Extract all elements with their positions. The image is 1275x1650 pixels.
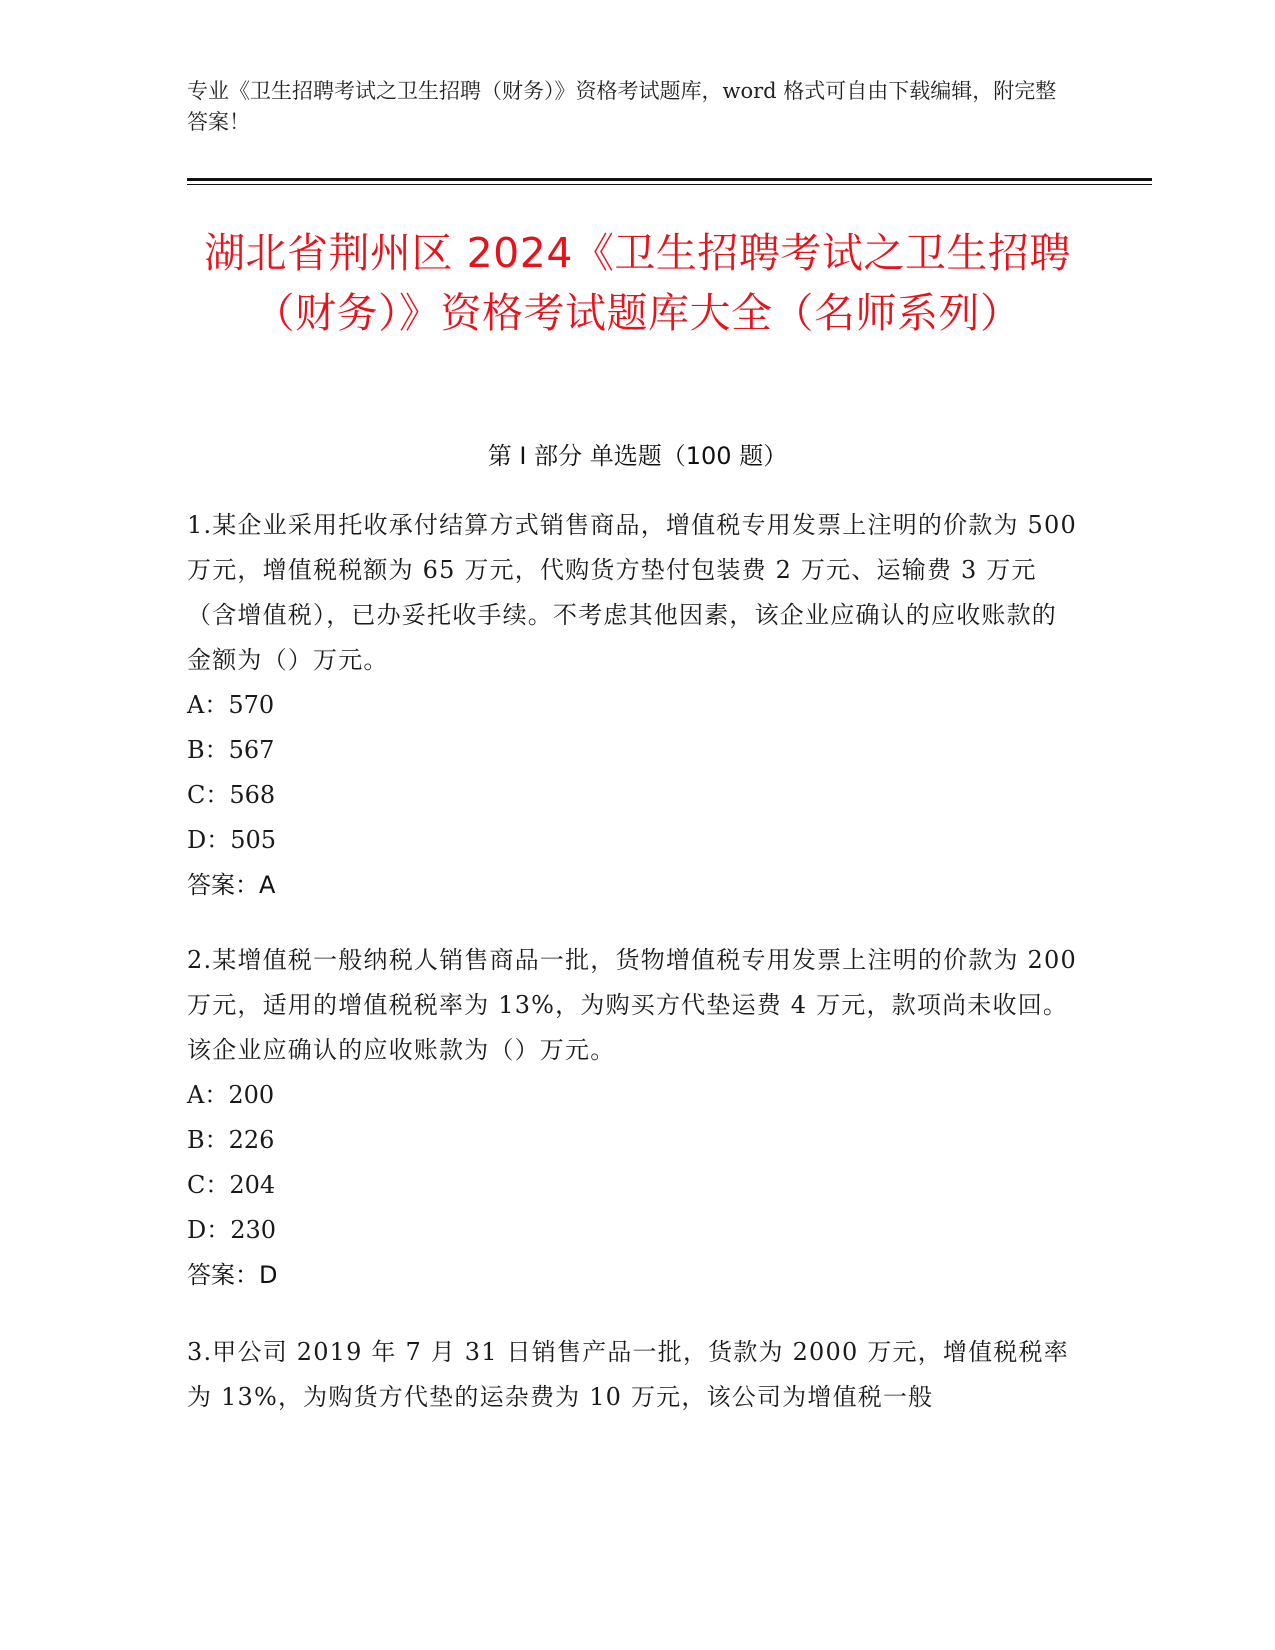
header-rule-thin: [187, 184, 1152, 185]
option-a: A：200: [187, 1081, 275, 1109]
header-rule-thick: [187, 178, 1152, 181]
option-c: C：204: [187, 1171, 276, 1199]
option-c: C：568: [187, 781, 276, 809]
option-b: B：226: [187, 1126, 275, 1154]
option-b: B：567: [187, 736, 275, 764]
question-1: [187, 503, 1082, 908]
answer: 答案：D: [187, 1261, 278, 1289]
question-stem: 2.某增值税一般纳税人销售商品一批，货物增值税专用发票上注明的价款为 200 万元，适用的增值税税率为 13%，为购买方代垫运费 4 万元，款项尚未收回。该企业应确认的应收账款为（）万元。: [187, 946, 1077, 1064]
option-d: D：505: [187, 826, 277, 854]
answer: 答案：A: [187, 871, 276, 899]
document-title: 湖北省荆州区 2024《卫生招聘考试之卫生招聘（财务）》资格考试题库大全（名师系列）: [204, 229, 1071, 337]
header-note: 专业《卫生招聘考试之卫生招聘（财务）》资格考试题库，word 格式可自由下载编辑，附完整答案！: [187, 79, 1057, 134]
question-stem: 1.某企业采用托收承付结算方式销售商品，增值税专用发票上注明的价款为 500 万元，增值税税额为 65 万元，代购货方垫付包装费 2 万元、运输费 3 万元（含增值税），已办妥托收手续。不考虑其他因素，该企业应确认的应收账款的金额为（）万元。: [187, 511, 1077, 674]
option-d: D：230: [187, 1216, 277, 1244]
section-title: 第 I 部分 单选题（100 题）: [487, 442, 788, 470]
question-3: [187, 1330, 1082, 1420]
option-a: A：570: [187, 691, 275, 719]
question-stem: 3.甲公司 2019 年 7 月 31 日销售产品一批，货款为 2000 万元，增值税税率为 13%，为购货方代垫的运杂费为 10 万元，该公司为增值税一般: [187, 1338, 1069, 1411]
question-2: [187, 938, 1082, 1298]
